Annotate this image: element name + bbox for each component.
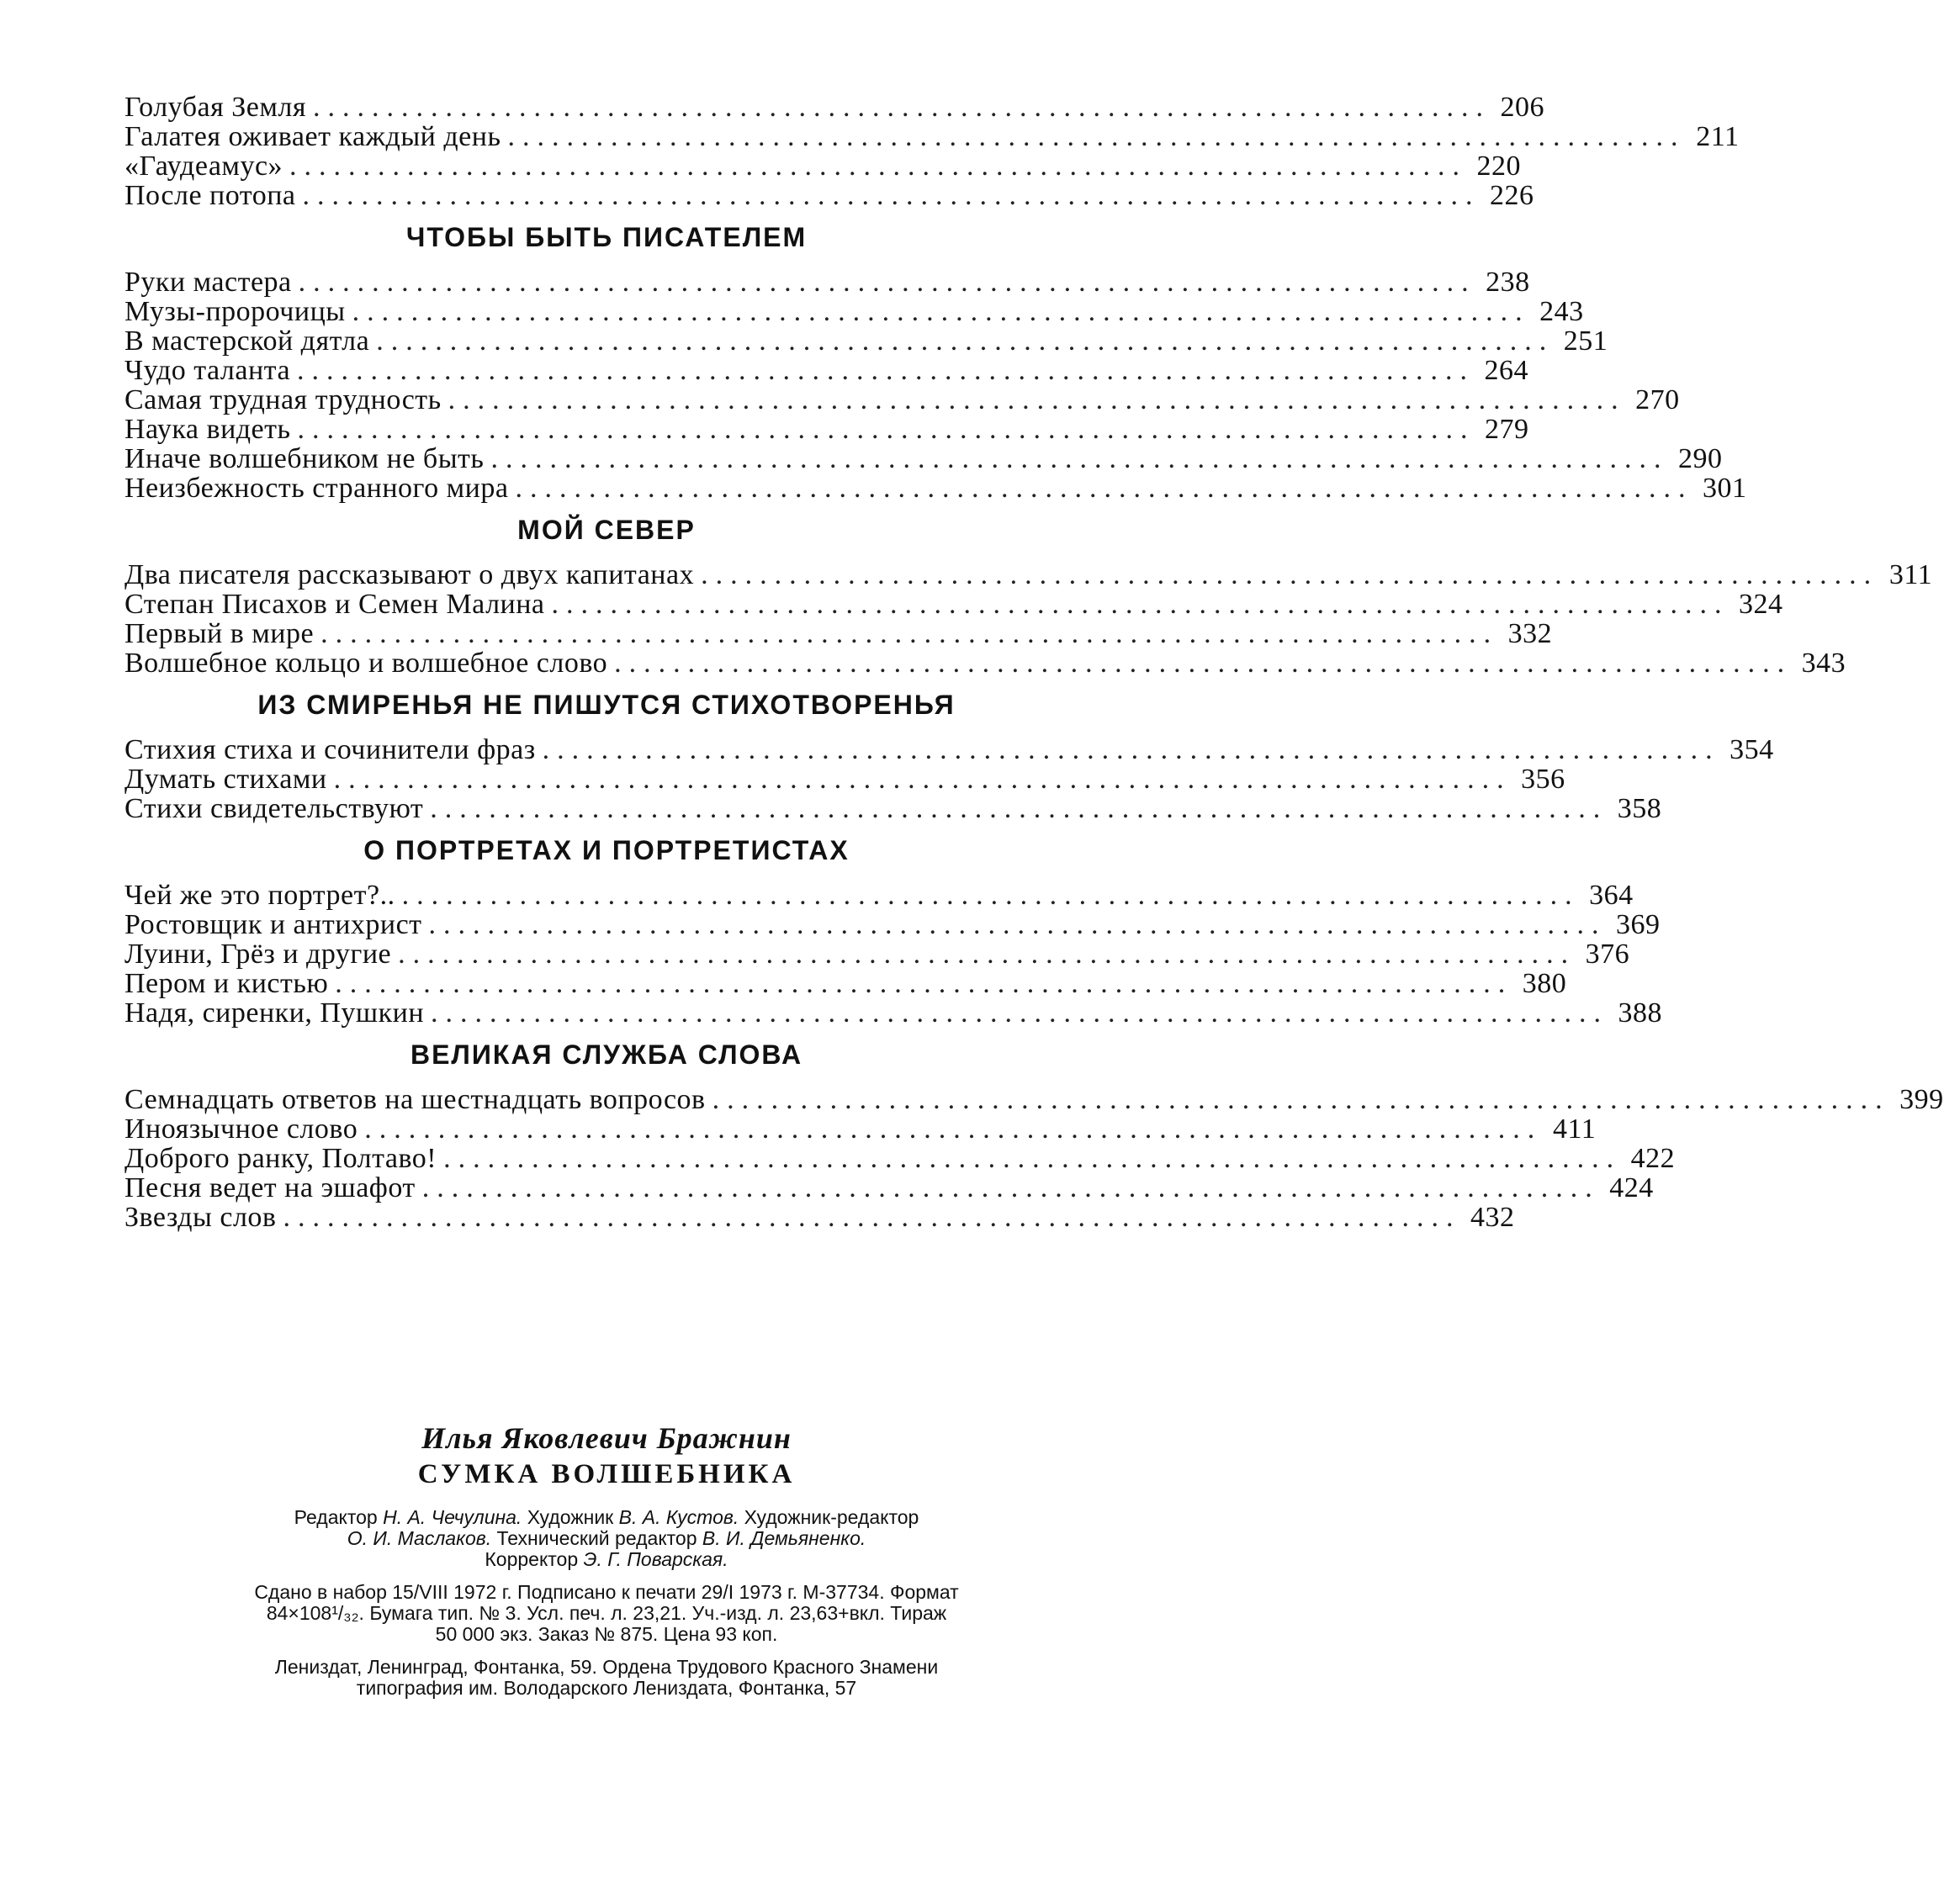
toc-leader-dots: ................................................................................ [289,151,1468,182]
toc-entry-page: 411 [1552,1113,1597,1145]
toc-entry-page: 380 [1522,968,1567,999]
toc-entry-title: Первый в мире [124,618,315,649]
toc-leader-dots: ................................................................................ [431,997,1609,1029]
toc-entry [124,734,1774,765]
toc-leader-dots: ................................................................................ [701,559,1879,590]
toc-entry-page: 243 [1539,296,1584,327]
toc-entry [124,384,1680,415]
credits-line [124,1507,1089,1528]
toc-entry [124,1084,1944,1115]
toc-entry-title: Стихия стиха и сочинители фраз [124,734,536,765]
imprint-line: Сдано в набор 15/VIII 1972 г. Подписано к печати 29/I 1973 г. М-37734. Формат [254,1581,959,1603]
credits-line [124,1549,1089,1570]
toc-entry-page: 311 [1888,559,1933,590]
toc-leader-dots: ................................................................................ [443,1143,1622,1174]
toc-leader-dots: ................................................................................ [352,296,1530,327]
toc-section [124,1039,1944,1233]
toc-entry [124,648,1846,679]
toc-leader-dots: ................................................................................ [551,589,1729,620]
toc-leader-dots: ................................................................................ [335,968,1513,999]
toc-entry [124,1113,1597,1145]
toc-leader-dots: ................................................................................ [430,793,1608,824]
toc-entry [124,880,1634,911]
toc-entry-page: 369 [1616,909,1661,940]
toc-leader-dots: ................................................................................ [298,267,1476,298]
toc-leader-dots: ................................................................................ [490,443,1669,474]
toc-leader-dots: ................................................................................ [302,180,1481,211]
toc-entry-title: Иначе волшебником не быть [124,443,485,474]
toc-entry [124,325,1608,357]
toc-entry-title: Ростовщик и антихрист [124,909,422,940]
toc-leader-dots: ................................................................................ [515,473,1693,504]
toc-entry-page: 279 [1485,414,1529,445]
toc-entry-page: 264 [1484,355,1529,386]
toc-entry-page: 388 [1618,997,1663,1029]
toc-entry-title: Стихи свидетельствуют [124,793,424,824]
toc-entry [124,92,1545,123]
imprint-block [124,1582,1089,1645]
toc-entry [124,296,1584,327]
toc-leader-dots: ................................................................................ [614,648,1793,679]
toc-entry-page: 251 [1563,325,1608,357]
toc-entry-title: Руки мастера [124,267,292,298]
toc-leader-dots: ................................................................................ [421,1172,1600,1203]
imprint-line: 84×108¹/₃₂. Бумага тип. № 3. Усл. печ. л. 23,21. Уч.-изд. л. 23,63+вкл. Тираж [266,1602,947,1624]
toc-entry [124,1202,1515,1233]
imprint-line: 50 000 экз. Заказ № 875. Цена 93 коп. [435,1623,778,1645]
toc-entry-page: 399 [1899,1084,1944,1115]
toc-section [124,222,1747,504]
toc-entry-title: Иноязычное слово [124,1113,358,1145]
section-heading: О ПОРТРЕТАХ И ПОРТРЕТИСТАХ [363,835,850,865]
toc-entry-page: 324 [1739,589,1783,620]
table-of-contents [124,92,1944,1233]
toc-entry [124,1143,1676,1174]
toc-entry-page: 343 [1801,648,1846,679]
toc-entry-title: Надя, сиренки, Пушкин [124,997,425,1029]
section-heading: ВЕЛИКАЯ СЛУЖБА СЛОВА [410,1039,803,1070]
toc-leader-dots: ................................................................................ [376,325,1555,357]
credits-label: Художник-редактор [744,1506,919,1528]
toc-entry [124,793,1662,824]
toc-entry-page: 432 [1470,1202,1515,1233]
toc-leader-dots: ................................................................................ [333,764,1512,795]
toc-entry [124,909,1661,940]
toc-entry-title: В мастерской дятла [124,325,370,357]
credits-line [124,1528,1089,1549]
credits-name: О. И. Маслаков. [347,1527,492,1549]
toc-entry-page: 422 [1630,1143,1676,1174]
toc-entry-title: Наука видеть [124,414,291,445]
toc-entry-page: 211 [1696,121,1740,152]
book-title: СУМКА ВОЛШЕБНИКА [417,1459,796,1489]
toc-entry [124,355,1529,386]
section-heading: ЧТОБЫ БЫТЬ ПИСАТЕЛЕМ [405,222,808,252]
toc-entry-title: Семнадцать ответов на шестнадцать вопросов [124,1084,706,1115]
toc-entry-title: Неизбежность странного мира [124,473,509,504]
toc-leader-dots: ................................................................................ [283,1202,1461,1233]
toc-leader-dots: ................................................................................ [297,414,1475,445]
credits-label: Художник [527,1506,614,1528]
section-heading: МОЙ СЕВЕР [517,515,696,545]
toc-entry-title: Волшебное кольцо и волшебное слово [124,648,608,679]
toc-entry-title: Думать стихами [124,764,327,795]
toc-leader-dots: ................................................................................ [507,121,1686,152]
toc-section [124,835,1663,1029]
toc-entry-page: 364 [1589,880,1634,911]
toc-entry [124,180,1534,211]
toc-entry-page: 354 [1729,734,1774,765]
toc-leader-dots: ................................................................................ [712,1084,1890,1115]
toc-entry [124,151,1522,182]
toc-entry [124,121,1740,152]
toc-leader-dots: ................................................................................ [448,384,1626,415]
toc-section [124,690,1774,824]
toc-entry [124,559,1933,590]
toc-entry-title: Голубая Земля [124,92,307,123]
toc-entry [124,443,1723,474]
toc-section [124,515,1933,679]
toc-leader-dots: ................................................................................ [398,939,1576,970]
toc-leader-dots: ................................................................................ [401,880,1580,911]
toc-entry-page: 356 [1521,764,1565,795]
toc-entry [124,414,1529,445]
toc-entry-title: Два писателя рассказывают о двух капитанах [124,559,695,590]
toc-entry [124,473,1747,504]
toc-entry-page: 238 [1486,267,1530,298]
toc-entry [124,267,1530,298]
toc-entry [124,618,1553,649]
toc-entry-title: Степан Писахов и Семен Малина [124,589,545,620]
publisher-block [124,1657,1089,1699]
credits-block [124,1507,1089,1570]
toc-entry-title: После потопа [124,180,296,211]
toc-leader-dots: ................................................................................ [297,355,1475,386]
toc-entry-page: 290 [1677,443,1723,474]
toc-entry-page: 358 [1617,793,1662,824]
publisher-line: Лениздат, Ленинград, Фонтанка, 59. Ордена Трудового Красного Знамени [274,1656,939,1678]
toc-entry-page: 332 [1507,618,1553,649]
toc-entry [124,764,1565,795]
toc-leader-dots: ................................................................................ [364,1113,1543,1145]
toc-entry-page: 301 [1702,473,1747,504]
toc-entry-page: 226 [1490,180,1534,211]
toc-entry [124,968,1567,999]
toc-entry-page: 376 [1585,939,1630,970]
credits-name: Н. А. Чечулина. [383,1506,522,1528]
toc-entry-page: 424 [1609,1172,1654,1203]
toc-entry [124,589,1783,620]
credits-name: Э. Г. Поварская. [583,1548,728,1570]
toc-entry-title: Доброго ранку, Полтаво! [124,1143,437,1174]
credits-label: Редактор [294,1506,378,1528]
toc-entry-title: Пером и кистью [124,968,329,999]
toc-entry-title: Самая трудная трудность [124,384,442,415]
toc-intro-group [124,92,1740,211]
toc-entry-page: 270 [1635,384,1680,415]
toc-entry-title: Чудо таланта [124,355,291,386]
toc-entry-title: Звезды слов [124,1202,277,1233]
toc-entry-title: Галатея оживает каждый день [124,121,501,152]
toc-entry [124,939,1630,970]
credits-name: В. И. Демьяненко. [702,1527,866,1549]
toc-leader-dots: ................................................................................ [313,92,1491,123]
toc-leader-dots: ................................................................................ [428,909,1607,940]
toc-entry-title: Песня ведет на эшафот [124,1172,416,1203]
author-name: Илья Яковлевич Бражнин [421,1421,792,1455]
toc-entry-title: Музы-пророчицы [124,296,346,327]
credits-label: Технический редактор [496,1527,697,1549]
toc-entry-title: Чей же это портрет?.. [124,880,395,911]
toc-leader-dots: ................................................................................ [542,734,1720,765]
toc-entry-page: 220 [1476,151,1522,182]
credits-name: В. А. Кустов. [618,1506,739,1528]
colophon [124,1420,1089,1699]
section-heading: ИЗ СМИРЕНЬЯ НЕ ПИШУТСЯ СТИХОТВОРЕНЬЯ [257,690,956,720]
credits-label: Корректор [485,1548,579,1570]
toc-entry [124,997,1663,1029]
toc-leader-dots: ................................................................................ [320,618,1499,649]
toc-entry-title: Луини, Грёз и другие [124,939,392,970]
publisher-line: типография им. Володарского Лениздата, Фонтанка, 57 [356,1677,857,1699]
toc-entry-page: 206 [1500,92,1545,123]
toc-entry [124,1172,1654,1203]
toc-entry-title: «Гаудеамус» [124,151,283,182]
